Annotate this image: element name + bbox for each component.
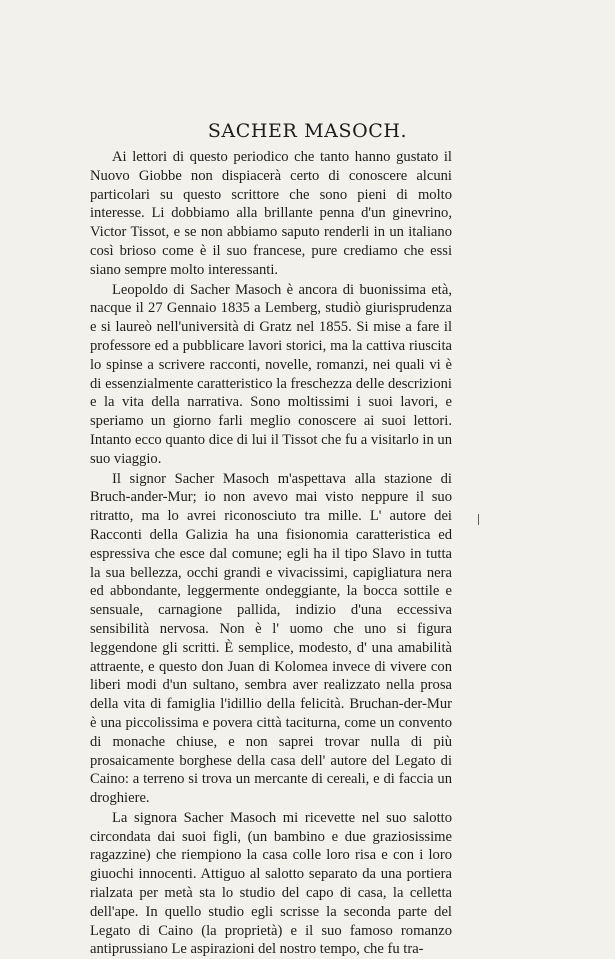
paragraph-biography: Leopoldo di Sacher Masoch è ancora di buonissima età, nacque il 27 Gennaio 1835 a Lemberg, studiò giurisprudenza e si laureò nell'università di Gratz nel 1855. Si mise a fare il professore ed a pubblicare lavori storici, ma la cattiva riuscita lo spinse a scrivere racconti, novelle, romanzi, nei quali vi è di essenzialmente caratteristico la freschezza delle descrizioni e la vita della narrativa. Sono moltissimi i suoi lavori, e speriamo un giorno farli meglio conoscere ai suoi lettori. Intanto ecco quanto dice di lui il Tissot che fu a visitarlo in un suo viaggio. <box>90 281 452 467</box>
margin-mark <box>478 514 479 525</box>
paragraph-intro: Ai lettori di questo periodico che tanto hanno gustato il Nuovo Giobbe non dispiacerà certo di conoscere alcuni particolari su questo scrittore che sono pieni di molto interesse. Li dobbiamo alla brillante penna d'un ginevrino, Victor Tissot, e se non abbiamo saputo renderli in un italiano così brioso come è il suo francese, pure crediamo che essi siano sempre molto interessanti. <box>90 149 452 278</box>
paragraph-portrait: Il signor Sacher Masoch m'aspettava alla stazione di Bruch-ander-Mur; io non avevo mai visto neppure il suo ritratto, ma lo avrei riconosciuto tra mille. L' autore dei Racconti della Galizia ha una fisionomia caratteristica ed espressiva che esce dal comune; egli ha il tipo Slavo in tutta la sua bellezza, occhi grandi e vivacissimi, capigliatura nera ed abbondante, leggermente ondeggiante, la bocca sottile e sensuale, carnagione pallida, indizio d'una eccessiva sensibilità nervosa. Non è l' uomo che uno si figura leggendone gli scritti. È semplice, modesto, d' una amabilità attraente, e questo don Juan di Kolomea invece di vivere con liberi modi d'un sultano, sembra aver realizzato nella prosa della vita di famiglia l'idillio della felicità. Bruchan-der-Mur è una piccolissima e povera città taciturna, come un convento di monache chiuse, e non saprei trovar nulla di più prosaicamente borghese della casa dell' autore del Legato di Caino: a terreno si trova un mercante di cereali, e di faccia un droghiere. <box>90 470 452 807</box>
article-body <box>90 148 452 959</box>
page-title: SACHER MASOCH. <box>207 120 408 142</box>
paragraph-home-visit: La signora Sacher Masoch mi ricevette nel suo salotto circondata dai suoi figli, (un bambino e due graziosissime ragazzine) che riempiono la casa colle loro risa e con i loro giuochi innocenti. Attiguo al salotto separato da una portiera rialzata per metà sta lo studio del capo di casa, la celletta dell'ape. In quello studio egli scrisse la seconda parte del Legato di Caino (la proprietà) e il suo famoso romanzo antiprussiano Le aspirazioni del nostro tempo, che fu tra- <box>90 809 452 958</box>
